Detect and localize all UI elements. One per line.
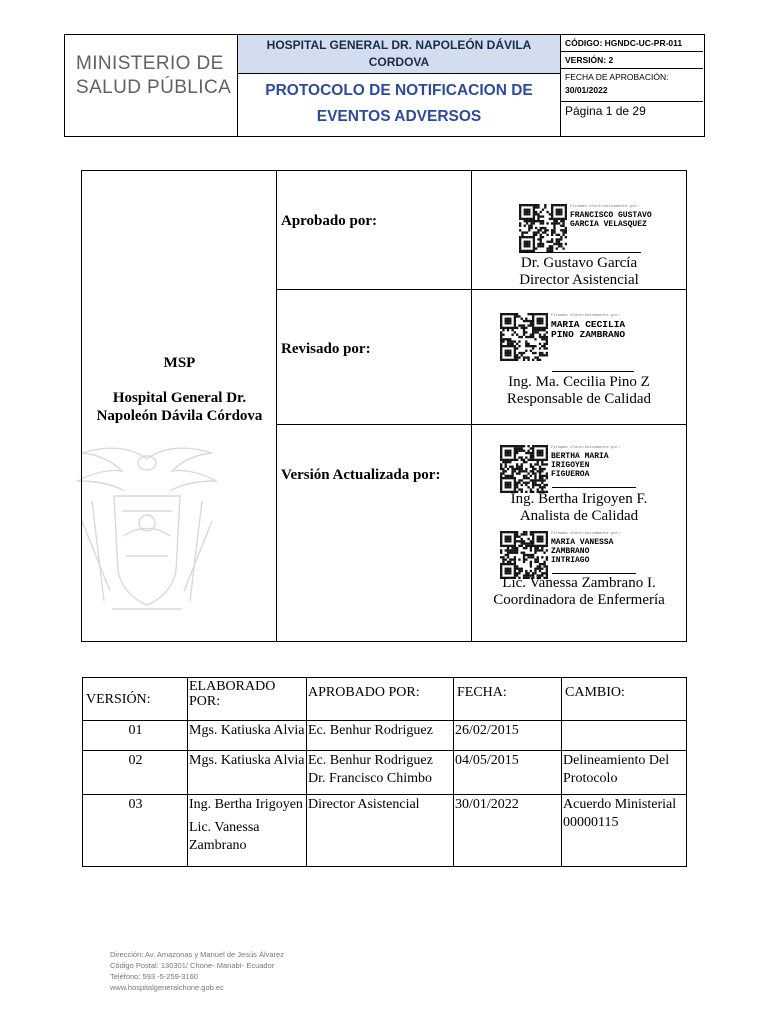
cell-version: 02 — [83, 751, 188, 795]
cell-elaborado: Mgs. Katiuska Alvia — [188, 751, 307, 795]
signature-line — [519, 252, 641, 253]
signed-caption: Firmado electrónicamente por: — [551, 532, 621, 536]
footer-postal: Código Postal: 130301/ Chone- Manabí- Ecuador — [110, 961, 275, 970]
signer-2-role: Responsable de Calidad — [506, 391, 652, 407]
signer-1-role: Director Asistencial — [519, 272, 639, 288]
signer-4 — [482, 575, 676, 609]
header-cambio: CAMBIO: — [562, 678, 687, 721]
header-version: VERSIÓN: — [83, 678, 188, 721]
cell-aprobado: Ec. Benhur Rodriguez — [307, 721, 454, 751]
document-header — [64, 34, 705, 137]
logo-line-1: MINISTERIO DE — [76, 53, 224, 74]
row-divider — [277, 424, 686, 425]
logo-line-2: SALUD PÚBLICA — [76, 77, 232, 98]
qr-code-icon — [519, 204, 567, 252]
cell-fecha: 04/05/2015 — [454, 751, 562, 795]
signer-1-name: Dr. Gustavo García — [520, 255, 638, 271]
version-history-table — [82, 677, 687, 867]
signer-4-role: Coordinadora de Enfermería — [493, 592, 665, 608]
qr-code-icon — [500, 531, 548, 579]
signature-line — [552, 487, 636, 488]
approval-date: 30/01/2022 — [565, 85, 608, 95]
cell-cambio: Acuerdo Ministerial 00000115 — [562, 795, 687, 867]
signer-name: MARIA CECILIA PINO ZAMBRANO — [551, 319, 626, 340]
header-fecha: FECHA: — [454, 678, 562, 721]
role-column — [277, 171, 472, 641]
page-number: Página 1 de 29 — [565, 104, 646, 118]
document-meta — [560, 35, 704, 136]
approved-by-label: Aprobado por: — [281, 213, 377, 229]
signer-4-name: Lic. Vanessa Zambrano I. — [502, 575, 656, 591]
protocol-title: PROTOCOLO DE NOTIFICACION DE EVENTOS ADVERSOS — [265, 82, 533, 125]
signer-3 — [482, 491, 676, 525]
table-row — [83, 795, 687, 867]
signer-1 — [482, 255, 676, 289]
footer-address: Dirección: Av. Amazonas y Manuel de Jesús Álvarez — [110, 950, 284, 959]
signer-name: BERTHA MARIA IRIGOYEN FIGUEROA — [551, 452, 609, 479]
elaborado-line-1: Ing. Bertha Irigoyen — [189, 797, 303, 812]
cell-elaborado — [188, 795, 307, 867]
cell-version: 01 — [83, 721, 188, 751]
signer-name: FRANCISCO GUSTAVO GARCIA VELASQUEZ — [570, 211, 652, 229]
cell-version: 03 — [83, 795, 188, 867]
reviewed-by-label: Revisado por: — [281, 341, 371, 357]
signer-name: MARIA VANESSA ZAMBRANO INTRIAGO — [551, 538, 614, 565]
header-aprobado: APROBADO POR: — [307, 678, 454, 721]
signer-2-name: Ing. Ma. Cecilia Pino Z — [508, 374, 650, 390]
aprobado-line-2: Dr. Francisco Chimbo — [308, 771, 433, 786]
table-header-row — [83, 678, 687, 721]
hospital-title: HOSPITAL GENERAL DR. NAPOLEÓN DÁVILA CORDOVA — [238, 35, 560, 74]
signed-caption: Firmado electrónicamente por: — [570, 205, 640, 209]
header-elaborado: ELABORADO POR: — [188, 678, 307, 721]
cell-fecha: 30/01/2022 — [454, 795, 562, 867]
table-row — [83, 751, 687, 795]
coat-of-arms-watermark — [52, 441, 242, 621]
table-row — [83, 721, 687, 751]
aprobado-line-1: Ec. Benhur Rodriguez — [308, 753, 433, 768]
signed-caption: Firmado electrónicamente por: — [551, 446, 621, 450]
qr-code-icon — [500, 445, 548, 493]
cell-cambio — [562, 721, 687, 751]
cell-cambio: Delineamiento Del Protocolo — [562, 751, 687, 795]
approval-date-cell — [561, 69, 703, 102]
signed-caption: Firmado electrónicamente por: — [551, 314, 621, 318]
row-divider — [277, 289, 686, 290]
elaborado-line-2: Lic. Vanessa Zambrano — [189, 820, 260, 853]
approval-table — [81, 170, 687, 642]
cell-fecha: 26/02/2015 — [454, 721, 562, 751]
updated-by-label: Versión Actualizada por: — [281, 467, 441, 483]
org-name: MSP — [163, 355, 196, 371]
footer-phone: Teléfono: 593 -5-259-3160 — [110, 972, 198, 981]
signer-2 — [482, 374, 676, 408]
signature-line — [552, 573, 636, 574]
qr-code-icon — [500, 313, 548, 361]
page-footer — [110, 949, 284, 993]
cell-aprobado — [307, 751, 454, 795]
ministry-logo — [65, 35, 238, 136]
approval-date-label: FECHA DE APROBACIÓN: — [565, 72, 669, 82]
signer-3-name: Ing. Bertha Irigoyen F. — [510, 491, 648, 507]
cell-elaborado: Mgs. Katiuska Alvia — [188, 721, 307, 751]
cell-aprobado: Director Asistencial — [307, 795, 454, 867]
institution-cell — [82, 171, 277, 641]
document-version: VERSIÓN: 2 — [561, 52, 703, 69]
footer-web: www.hospitalgeneralchone.gob.ec — [110, 983, 224, 992]
document-code: CÓDIGO: HGNDC-UC-PR-011 — [561, 35, 703, 52]
signer-3-role: Analista de Calidad — [519, 508, 639, 524]
institution-name: Hospital General Dr. Napoleón Dávila Córdova — [96, 390, 263, 424]
signature-line — [552, 371, 634, 372]
